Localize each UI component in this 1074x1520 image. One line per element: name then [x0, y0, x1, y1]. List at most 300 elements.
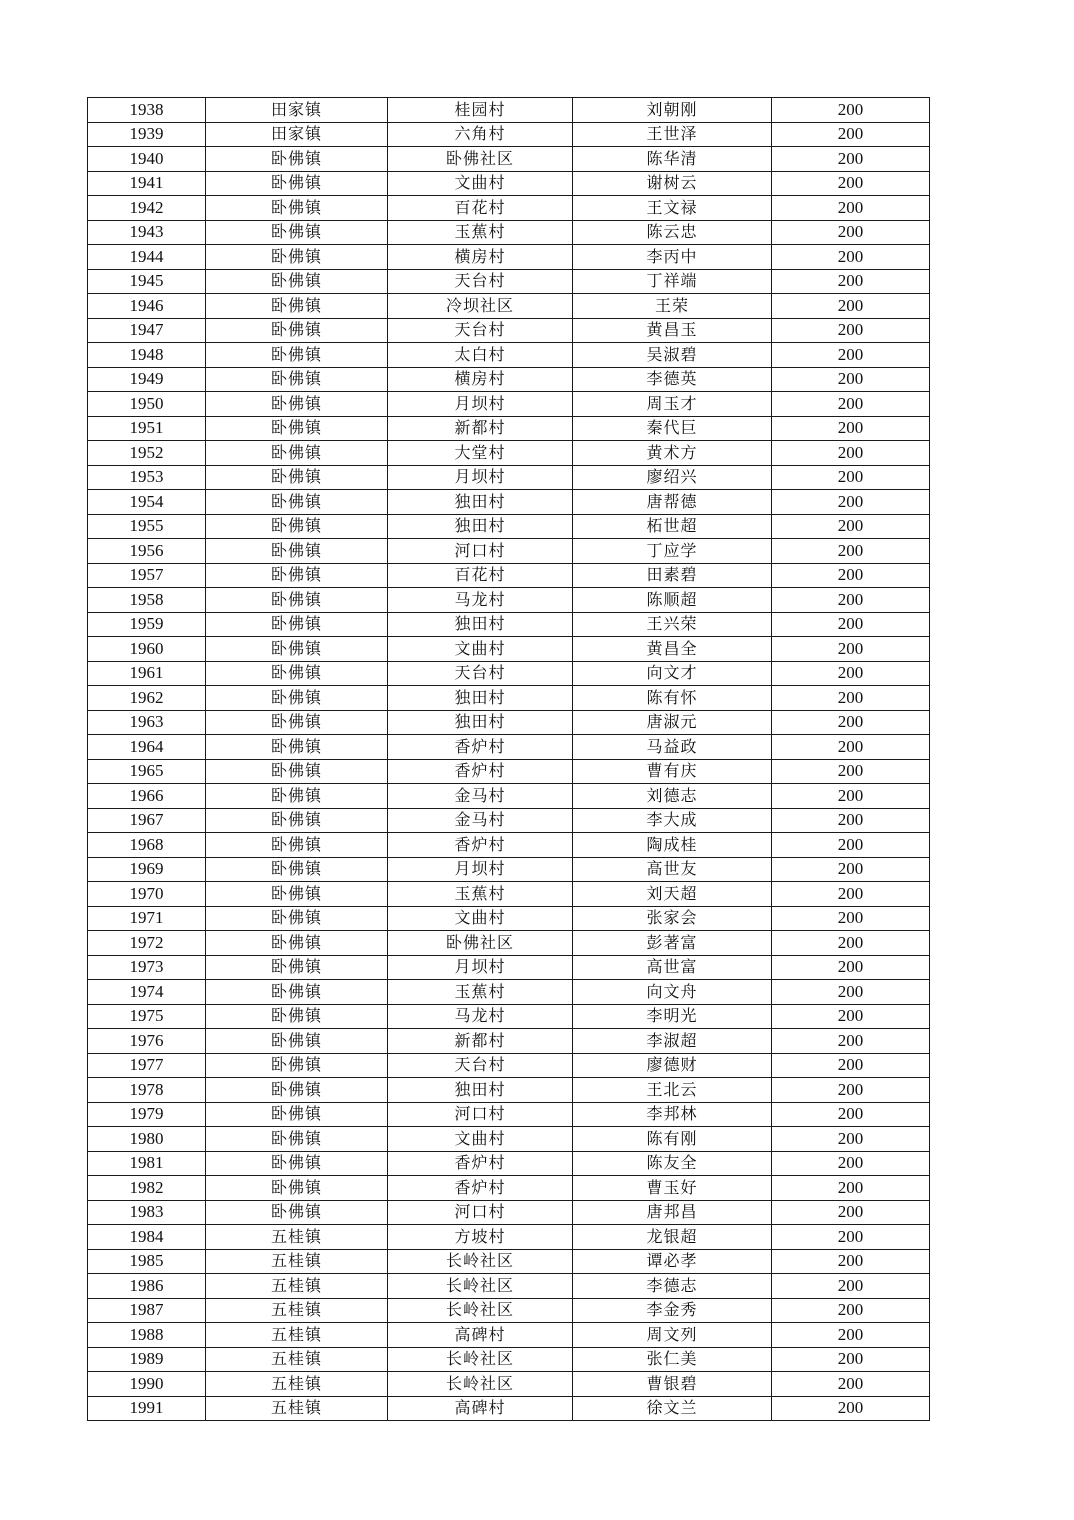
table-row [88, 318, 930, 343]
name-cell: 柘世超 [573, 514, 772, 539]
table-row [88, 661, 930, 686]
name-cell: 王北云 [573, 1078, 772, 1103]
village-cell: 香炉村 [388, 735, 573, 760]
amount-cell: 200 [772, 710, 930, 735]
serial-number-cell: 1985 [88, 1249, 206, 1274]
serial-number-cell: 1948 [88, 343, 206, 368]
village-cell: 独田村 [388, 514, 573, 539]
amount-cell: 200 [772, 1053, 930, 1078]
name-cell: 李邦林 [573, 1102, 772, 1127]
town-cell: 五桂镇 [206, 1347, 388, 1372]
amount-cell: 200 [772, 686, 930, 711]
serial-number-cell: 1961 [88, 661, 206, 686]
village-cell: 独田村 [388, 490, 573, 515]
amount-cell: 200 [772, 637, 930, 662]
village-cell: 高碑村 [388, 1323, 573, 1348]
amount-cell: 200 [772, 1347, 930, 1372]
town-cell: 卧佛镇 [206, 392, 388, 417]
name-cell: 陈有怀 [573, 686, 772, 711]
name-cell: 唐邦昌 [573, 1200, 772, 1225]
amount-cell: 200 [772, 1102, 930, 1127]
table-row [88, 367, 930, 392]
serial-number-cell: 1974 [88, 980, 206, 1005]
table-row [88, 1078, 930, 1103]
town-cell: 卧佛镇 [206, 1200, 388, 1225]
town-cell: 五桂镇 [206, 1396, 388, 1421]
town-cell: 卧佛镇 [206, 269, 388, 294]
name-cell: 李大成 [573, 808, 772, 833]
table-row [88, 122, 930, 147]
serial-number-cell: 1965 [88, 759, 206, 784]
name-cell: 陶成桂 [573, 833, 772, 858]
table-row [88, 735, 930, 760]
village-cell: 独田村 [388, 612, 573, 637]
town-cell: 卧佛镇 [206, 318, 388, 343]
amount-cell: 200 [772, 808, 930, 833]
village-cell: 月坝村 [388, 392, 573, 417]
amount-cell: 200 [772, 882, 930, 907]
name-cell: 曹玉好 [573, 1176, 772, 1201]
amount-cell: 200 [772, 955, 930, 980]
table-row [88, 1225, 930, 1250]
serial-number-cell: 1973 [88, 955, 206, 980]
serial-number-cell: 1952 [88, 441, 206, 466]
name-cell: 王荣 [573, 294, 772, 319]
name-cell: 刘朝刚 [573, 98, 772, 123]
serial-number-cell: 1984 [88, 1225, 206, 1250]
table-row [88, 1176, 930, 1201]
table-row [88, 514, 930, 539]
serial-number-cell: 1970 [88, 882, 206, 907]
table-row [88, 1347, 930, 1372]
serial-number-cell: 1963 [88, 710, 206, 735]
town-cell: 卧佛镇 [206, 563, 388, 588]
amount-cell: 200 [772, 906, 930, 931]
name-cell: 陈顺超 [573, 588, 772, 613]
amount-cell: 200 [772, 1004, 930, 1029]
table-row [88, 1029, 930, 1054]
amount-cell: 200 [772, 1176, 930, 1201]
serial-number-cell: 1949 [88, 367, 206, 392]
name-cell: 廖绍兴 [573, 465, 772, 490]
name-cell: 周文列 [573, 1323, 772, 1348]
amount-cell: 200 [772, 147, 930, 172]
serial-number-cell: 1945 [88, 269, 206, 294]
serial-number-cell: 1989 [88, 1347, 206, 1372]
village-cell: 方坡村 [388, 1225, 573, 1250]
village-cell: 香炉村 [388, 759, 573, 784]
serial-number-cell: 1964 [88, 735, 206, 760]
name-cell: 刘天超 [573, 882, 772, 907]
town-cell: 卧佛镇 [206, 980, 388, 1005]
village-cell: 冷坝社区 [388, 294, 573, 319]
serial-number-cell: 1960 [88, 637, 206, 662]
village-cell: 长岭社区 [388, 1274, 573, 1299]
amount-cell: 200 [772, 220, 930, 245]
amount-cell: 200 [772, 1372, 930, 1397]
table-row [88, 1372, 930, 1397]
town-cell: 卧佛镇 [206, 245, 388, 270]
amount-cell: 200 [772, 1225, 930, 1250]
name-cell: 马益政 [573, 735, 772, 760]
village-cell: 天台村 [388, 269, 573, 294]
table-row [88, 710, 930, 735]
town-cell: 五桂镇 [206, 1249, 388, 1274]
serial-number-cell: 1947 [88, 318, 206, 343]
table-row [88, 269, 930, 294]
serial-number-cell: 1942 [88, 196, 206, 221]
table-row [88, 955, 930, 980]
serial-number-cell: 1969 [88, 857, 206, 882]
village-cell: 独田村 [388, 1078, 573, 1103]
name-cell: 唐淑元 [573, 710, 772, 735]
serial-number-cell: 1981 [88, 1151, 206, 1176]
village-cell: 大堂村 [388, 441, 573, 466]
village-cell: 长岭社区 [388, 1249, 573, 1274]
name-cell: 李明光 [573, 1004, 772, 1029]
table-row [88, 857, 930, 882]
amount-cell: 200 [772, 1274, 930, 1299]
town-cell: 五桂镇 [206, 1323, 388, 1348]
village-cell: 文曲村 [388, 906, 573, 931]
table-row [88, 1396, 930, 1421]
amount-cell: 200 [772, 661, 930, 686]
amount-cell: 200 [772, 857, 930, 882]
village-cell: 文曲村 [388, 1127, 573, 1152]
name-cell: 王文禄 [573, 196, 772, 221]
name-cell: 周玉才 [573, 392, 772, 417]
town-cell: 卧佛镇 [206, 833, 388, 858]
table-row [88, 588, 930, 613]
town-cell: 卧佛镇 [206, 465, 388, 490]
village-cell: 玉蕉村 [388, 980, 573, 1005]
serial-number-cell: 1982 [88, 1176, 206, 1201]
amount-cell: 200 [772, 1127, 930, 1152]
amount-cell: 200 [772, 367, 930, 392]
table-row [88, 220, 930, 245]
town-cell: 卧佛镇 [206, 220, 388, 245]
village-cell: 天台村 [388, 661, 573, 686]
village-cell: 月坝村 [388, 955, 573, 980]
village-cell: 香炉村 [388, 1176, 573, 1201]
town-cell: 卧佛镇 [206, 612, 388, 637]
name-cell: 谢树云 [573, 171, 772, 196]
village-cell: 百花村 [388, 563, 573, 588]
serial-number-cell: 1968 [88, 833, 206, 858]
serial-number-cell: 1979 [88, 1102, 206, 1127]
name-cell: 陈华清 [573, 147, 772, 172]
village-cell: 新都村 [388, 416, 573, 441]
name-cell: 向文才 [573, 661, 772, 686]
village-cell: 河口村 [388, 539, 573, 564]
town-cell: 卧佛镇 [206, 294, 388, 319]
name-cell: 向文舟 [573, 980, 772, 1005]
village-cell: 桂园村 [388, 98, 573, 123]
table-row [88, 1323, 930, 1348]
table-row [88, 196, 930, 221]
table-row [88, 980, 930, 1005]
village-cell: 横房村 [388, 245, 573, 270]
serial-number-cell: 1986 [88, 1274, 206, 1299]
name-cell: 李金秀 [573, 1298, 772, 1323]
village-cell: 太白村 [388, 343, 573, 368]
serial-number-cell: 1975 [88, 1004, 206, 1029]
town-cell: 卧佛镇 [206, 906, 388, 931]
village-cell: 月坝村 [388, 465, 573, 490]
serial-number-cell: 1938 [88, 98, 206, 123]
table-row [88, 833, 930, 858]
serial-number-cell: 1967 [88, 808, 206, 833]
town-cell: 卧佛镇 [206, 343, 388, 368]
village-cell: 独田村 [388, 686, 573, 711]
village-cell: 长岭社区 [388, 1298, 573, 1323]
serial-number-cell: 1976 [88, 1029, 206, 1054]
village-cell: 天台村 [388, 1053, 573, 1078]
village-cell: 香炉村 [388, 1151, 573, 1176]
town-cell: 卧佛镇 [206, 808, 388, 833]
serial-number-cell: 1987 [88, 1298, 206, 1323]
amount-cell: 200 [772, 294, 930, 319]
village-cell: 长岭社区 [388, 1347, 573, 1372]
town-cell: 卧佛镇 [206, 588, 388, 613]
town-cell: 卧佛镇 [206, 196, 388, 221]
village-cell: 高碑村 [388, 1396, 573, 1421]
village-cell: 玉蕉村 [388, 220, 573, 245]
name-cell: 张家会 [573, 906, 772, 931]
name-cell: 刘德志 [573, 784, 772, 809]
serial-number-cell: 1939 [88, 122, 206, 147]
town-cell: 卧佛镇 [206, 1102, 388, 1127]
amount-cell: 200 [772, 269, 930, 294]
town-cell: 卧佛镇 [206, 735, 388, 760]
name-cell: 黄术方 [573, 441, 772, 466]
serial-number-cell: 1953 [88, 465, 206, 490]
table-row [88, 612, 930, 637]
serial-number-cell: 1957 [88, 563, 206, 588]
town-cell: 卧佛镇 [206, 637, 388, 662]
table-row [88, 98, 930, 123]
serial-number-cell: 1955 [88, 514, 206, 539]
amount-cell: 200 [772, 490, 930, 515]
amount-cell: 200 [772, 318, 930, 343]
name-cell: 廖德财 [573, 1053, 772, 1078]
name-cell: 黄昌玉 [573, 318, 772, 343]
serial-number-cell: 1983 [88, 1200, 206, 1225]
town-cell: 五桂镇 [206, 1225, 388, 1250]
town-cell: 五桂镇 [206, 1298, 388, 1323]
town-cell: 田家镇 [206, 98, 388, 123]
town-cell: 卧佛镇 [206, 1029, 388, 1054]
amount-cell: 200 [772, 1396, 930, 1421]
amount-cell: 200 [772, 588, 930, 613]
town-cell: 田家镇 [206, 122, 388, 147]
name-cell: 王世泽 [573, 122, 772, 147]
amount-cell: 200 [772, 245, 930, 270]
serial-number-cell: 1956 [88, 539, 206, 564]
town-cell: 卧佛镇 [206, 490, 388, 515]
table-row [88, 441, 930, 466]
town-cell: 卧佛镇 [206, 710, 388, 735]
serial-number-cell: 1990 [88, 1372, 206, 1397]
village-cell: 文曲村 [388, 637, 573, 662]
village-cell: 横房村 [388, 367, 573, 392]
serial-number-cell: 1954 [88, 490, 206, 515]
amount-cell: 200 [772, 563, 930, 588]
town-cell: 卧佛镇 [206, 441, 388, 466]
village-cell: 河口村 [388, 1200, 573, 1225]
table-row [88, 759, 930, 784]
table-row [88, 245, 930, 270]
village-cell: 河口村 [388, 1102, 573, 1127]
amount-cell: 200 [772, 1029, 930, 1054]
village-cell: 百花村 [388, 196, 573, 221]
serial-number-cell: 1951 [88, 416, 206, 441]
serial-number-cell: 1978 [88, 1078, 206, 1103]
serial-number-cell: 1966 [88, 784, 206, 809]
table-row [88, 906, 930, 931]
amount-cell: 200 [772, 441, 930, 466]
amount-cell: 200 [772, 98, 930, 123]
amount-cell: 200 [772, 343, 930, 368]
town-cell: 卧佛镇 [206, 1004, 388, 1029]
town-cell: 卧佛镇 [206, 367, 388, 392]
town-cell: 卧佛镇 [206, 1078, 388, 1103]
serial-number-cell: 1959 [88, 612, 206, 637]
amount-cell: 200 [772, 1298, 930, 1323]
amount-cell: 200 [772, 465, 930, 490]
table-row [88, 147, 930, 172]
village-cell: 卧佛社区 [388, 147, 573, 172]
table-row [88, 1249, 930, 1274]
amount-cell: 200 [772, 1078, 930, 1103]
village-cell: 独田村 [388, 710, 573, 735]
amount-cell: 200 [772, 514, 930, 539]
amount-cell: 200 [772, 1323, 930, 1348]
table-row [88, 1127, 930, 1152]
table-row [88, 1274, 930, 1299]
table-row [88, 1151, 930, 1176]
name-cell: 李德志 [573, 1274, 772, 1299]
town-cell: 卧佛镇 [206, 931, 388, 956]
table-row [88, 465, 930, 490]
name-cell: 李德英 [573, 367, 772, 392]
table-row [88, 539, 930, 564]
table-row [88, 637, 930, 662]
serial-number-cell: 1991 [88, 1396, 206, 1421]
table-row [88, 392, 930, 417]
serial-number-cell: 1958 [88, 588, 206, 613]
town-cell: 卧佛镇 [206, 147, 388, 172]
name-cell: 高世友 [573, 857, 772, 882]
amount-cell: 200 [772, 980, 930, 1005]
village-cell: 马龙村 [388, 1004, 573, 1029]
name-cell: 谭必孝 [573, 1249, 772, 1274]
table-row [88, 808, 930, 833]
name-cell: 田素碧 [573, 563, 772, 588]
amount-cell: 200 [772, 539, 930, 564]
name-cell: 陈有刚 [573, 1127, 772, 1152]
village-cell: 马龙村 [388, 588, 573, 613]
name-cell: 张仁美 [573, 1347, 772, 1372]
table-row [88, 882, 930, 907]
amount-cell: 200 [772, 931, 930, 956]
name-cell: 秦代巨 [573, 416, 772, 441]
table-row [88, 343, 930, 368]
name-cell: 彭著富 [573, 931, 772, 956]
village-cell: 金马村 [388, 808, 573, 833]
amount-cell: 200 [772, 416, 930, 441]
name-cell: 陈友全 [573, 1151, 772, 1176]
town-cell: 卧佛镇 [206, 539, 388, 564]
serial-number-cell: 1941 [88, 171, 206, 196]
serial-number-cell: 1946 [88, 294, 206, 319]
table-row [88, 686, 930, 711]
village-cell: 月坝村 [388, 857, 573, 882]
table-row [88, 1298, 930, 1323]
table-row [88, 416, 930, 441]
village-cell: 玉蕉村 [388, 882, 573, 907]
table-body [88, 98, 930, 1421]
table-row [88, 1004, 930, 1029]
village-cell: 六角村 [388, 122, 573, 147]
serial-number-cell: 1977 [88, 1053, 206, 1078]
serial-number-cell: 1980 [88, 1127, 206, 1152]
amount-cell: 200 [772, 392, 930, 417]
town-cell: 卧佛镇 [206, 784, 388, 809]
village-cell: 文曲村 [388, 171, 573, 196]
name-cell: 陈云忠 [573, 220, 772, 245]
serial-number-cell: 1971 [88, 906, 206, 931]
town-cell: 五桂镇 [206, 1372, 388, 1397]
village-cell: 金马村 [388, 784, 573, 809]
table-row [88, 1200, 930, 1225]
name-cell: 徐文兰 [573, 1396, 772, 1421]
town-cell: 卧佛镇 [206, 514, 388, 539]
amount-cell: 200 [772, 196, 930, 221]
table-row [88, 563, 930, 588]
amount-cell: 200 [772, 833, 930, 858]
name-cell: 吴淑碧 [573, 343, 772, 368]
table-row [88, 294, 930, 319]
name-cell: 王兴荣 [573, 612, 772, 637]
name-cell: 丁应学 [573, 539, 772, 564]
table-row [88, 1102, 930, 1127]
town-cell: 卧佛镇 [206, 416, 388, 441]
amount-cell: 200 [772, 735, 930, 760]
name-cell: 黄昌全 [573, 637, 772, 662]
name-cell: 曹有庆 [573, 759, 772, 784]
serial-number-cell: 1944 [88, 245, 206, 270]
town-cell: 卧佛镇 [206, 661, 388, 686]
amount-cell: 200 [772, 759, 930, 784]
town-cell: 五桂镇 [206, 1274, 388, 1299]
table-row [88, 931, 930, 956]
serial-number-cell: 1988 [88, 1323, 206, 1348]
village-cell: 长岭社区 [388, 1372, 573, 1397]
town-cell: 卧佛镇 [206, 1127, 388, 1152]
name-cell: 龙银超 [573, 1225, 772, 1250]
serial-number-cell: 1940 [88, 147, 206, 172]
amount-cell: 200 [772, 1200, 930, 1225]
name-cell: 丁祥端 [573, 269, 772, 294]
name-cell: 李丙中 [573, 245, 772, 270]
name-cell: 曹银碧 [573, 1372, 772, 1397]
village-cell: 天台村 [388, 318, 573, 343]
town-cell: 卧佛镇 [206, 1053, 388, 1078]
name-cell: 高世富 [573, 955, 772, 980]
town-cell: 卧佛镇 [206, 759, 388, 784]
village-cell: 卧佛社区 [388, 931, 573, 956]
